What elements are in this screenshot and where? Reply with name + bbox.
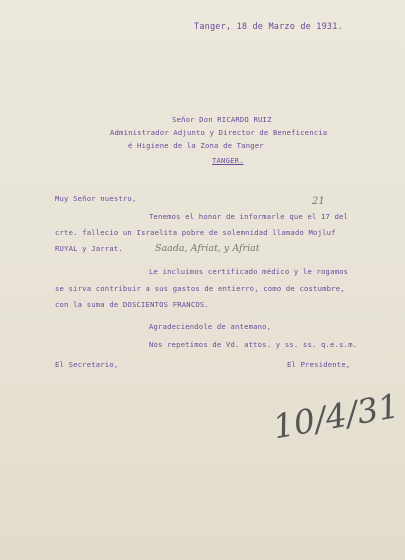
body-paragraph-1-line-3: RUYAL y Jarrat. bbox=[55, 244, 123, 253]
body-paragraph-2-line-2: se sirva contribuir a sus gastos de entierro, como de costumbre, bbox=[55, 284, 345, 293]
body-paragraph-3: Agradeciendole de antemano, bbox=[149, 322, 272, 331]
dateline: Tanger, 18 de Marzo de 1931. bbox=[194, 22, 343, 32]
address-line-2: Administrador Adjunto y Director de Beneficencia bbox=[110, 128, 328, 137]
handwritten-date-note: 10/4/31 bbox=[270, 385, 403, 447]
salutation: Muy Señor nuestro, bbox=[55, 194, 137, 203]
body-paragraph-1-line-2: crte. fallecio un Israelita pobre de solemnidad llamado Mojluf bbox=[55, 228, 336, 237]
handwritten-day-correction: 21 bbox=[312, 196, 325, 207]
address-line-4: TANGER. bbox=[212, 156, 244, 165]
address-line-3: é Higiene de la Zona de Tanger bbox=[128, 141, 264, 150]
handwritten-names: Saada, Afriat, y Afriat bbox=[155, 243, 260, 254]
address-line-1: Señor Don RICARDO RUIZ bbox=[172, 115, 272, 124]
secretary-signature-label: El Secretario, bbox=[55, 360, 119, 369]
body-paragraph-4: Nos repetimos de Vd. attos. y ss. ss. q.e.s.m. bbox=[149, 340, 358, 349]
body-paragraph-2-line-3: con la suma de DOSCIENTOS FRANCOS. bbox=[55, 300, 209, 309]
president-signature-label: El Presidente, bbox=[287, 360, 351, 369]
body-paragraph-1-line-1: Tenemos el honor de informarle que el 17 del bbox=[149, 212, 349, 221]
body-paragraph-2-line-1: Le incluimos certificado médico y le rogamos bbox=[149, 267, 349, 276]
